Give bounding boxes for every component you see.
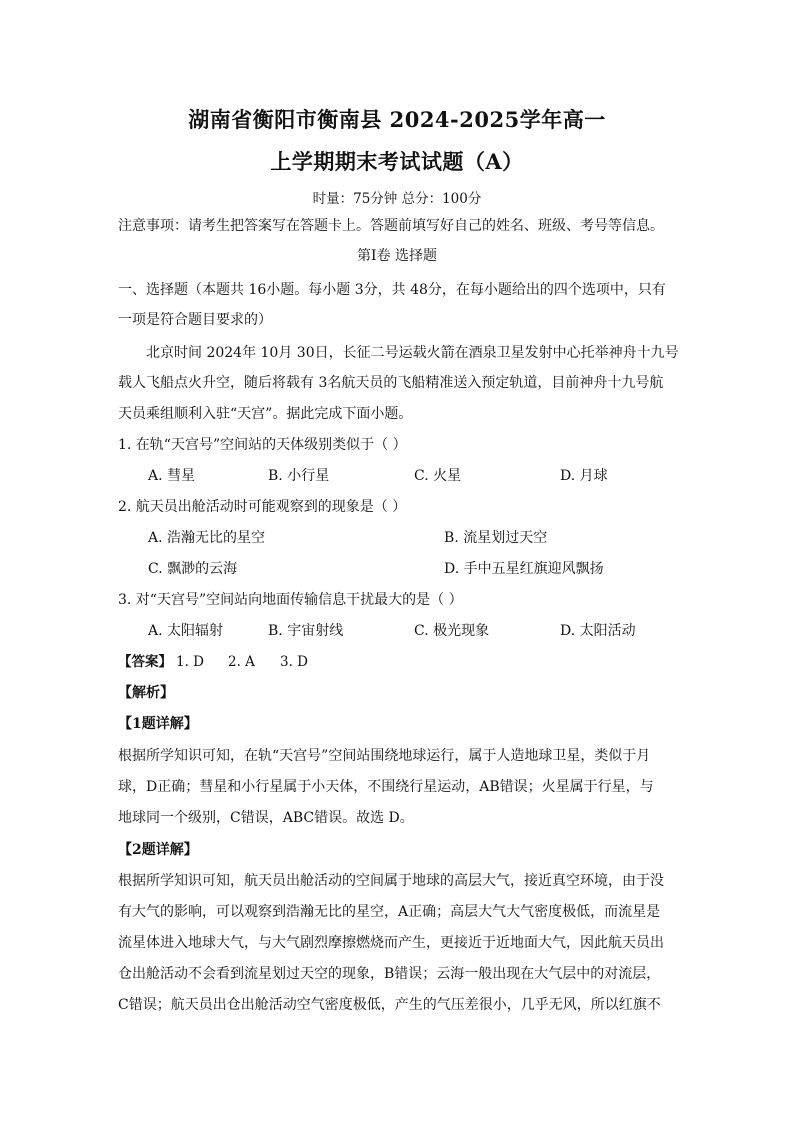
section-title: 第Ⅰ卷 选择题 [357, 248, 437, 264]
question-1-option-b: B. 小行星 [268, 468, 330, 484]
exam-title-line1: 湖南省衡阳市衡南县 2024-2025学年高一 [188, 107, 606, 132]
question-3-option-b: B. 宇宙射线 [268, 623, 344, 639]
passage-line1: 北京时间 2024年 10月 30日，长征二号运载火箭在酒泉卫星发射中心托举神舟十九号 [146, 345, 679, 361]
detail-2-line4: 仓出舱活动不会看到流星划过天空的现象，B错误；云海一般出现在大气层中的对流层， [118, 966, 661, 982]
detail-2-line3: 流星体进入地球大气，与大气剧烈摩擦燃烧而产生，更接近于近地面大气，因此航天员出 [118, 935, 664, 951]
question-1-stem: 1. 在轨“天宫号”空间站的天体级别类似于（ ） [118, 437, 407, 453]
passage-line2: 载人飞船点火升空，随后将载有 3名航天员的飞船精准送入预定轨道，目前神舟十九号航 [118, 375, 664, 391]
question-2-stem: 2. 航天员出舱活动时可能观察到的现象是（ ） [118, 499, 407, 515]
part-one-instructions-line2: 一项是符合题目要求的） [118, 312, 272, 328]
detail-2-line5: C错误；航天员出仓出舱活动空气密度极低，产生的气压差很小，几乎无风，所以红旗不 [118, 997, 661, 1013]
answer-item-3: 3. D [280, 654, 308, 670]
question-2-option-b: B. 流星划过天空 [444, 530, 548, 546]
detail-2-line2: 有大气的影响，可以观察到浩瀚无比的星空，A正确；高层大气大气密度极低，而流星是 [118, 904, 661, 920]
question-3-option-d: D. 太阳活动 [560, 623, 636, 639]
detail-2-line1: 根据所学知识可知，航天员出舱活动的空间属于地球的高层大气，接近真空环境，由于没 [118, 873, 664, 889]
notice-text: 注意事项：请考生把答案写在答题卡上。答题前填写好自己的姓名、班级、考号等信息。 [118, 218, 664, 234]
answer-item-1: 1. D [176, 654, 204, 670]
time-and-score: 时量：75分钟 总分：100分 [312, 191, 482, 207]
question-1-option-a: A. 彗星 [148, 468, 196, 484]
part-one-instructions-line1: 一、选择题（本题共 16小题。每小题 3分，共 48分，在每小题给出的四个选项中，只有 [118, 282, 666, 298]
detail-2-label: 【2题详解】 [118, 842, 198, 858]
passage-line3: 天员乘组顺利入驻“天宫”。据此完成下面小题。 [118, 406, 413, 422]
question-1-option-c: C. 火星 [414, 468, 462, 484]
question-2-option-a: A. 浩瀚无比的星空 [148, 530, 266, 546]
detail-1-line3: 地球同一个级别，C错误，ABC错误。故选 D。 [118, 810, 414, 826]
analysis-label: 【解析】 [118, 685, 174, 701]
question-1-option-d: D. 月球 [560, 468, 608, 484]
question-2-option-d: D. 手中五星红旗迎风飘扬 [444, 561, 604, 577]
detail-1-line1: 根据所学知识可知，在轨“天宫号”空间站围绕地球运行，属于人造地球卫星，类似于月 [118, 748, 651, 764]
question-3-option-a: A. 太阳辐射 [148, 623, 224, 639]
exam-title-line2: 上学期期末考试试题（A） [270, 149, 524, 174]
answer-label: 【答案】 [118, 654, 172, 670]
question-3-option-c: C. 极光现象 [414, 623, 490, 639]
detail-1-line2: 球，D正确；彗星和小行星属于小天体，不围绕行星运动，AB错误；火星属于行星，与 [118, 779, 654, 795]
question-3-stem: 3. 对“天宫号”空间站向地面传输信息干扰最大的是（ ） [118, 592, 463, 608]
question-2-option-c: C. 飘渺的云海 [148, 561, 238, 577]
answer-item-2: 2. A [228, 654, 255, 670]
detail-1-label: 【1题详解】 [118, 716, 198, 732]
